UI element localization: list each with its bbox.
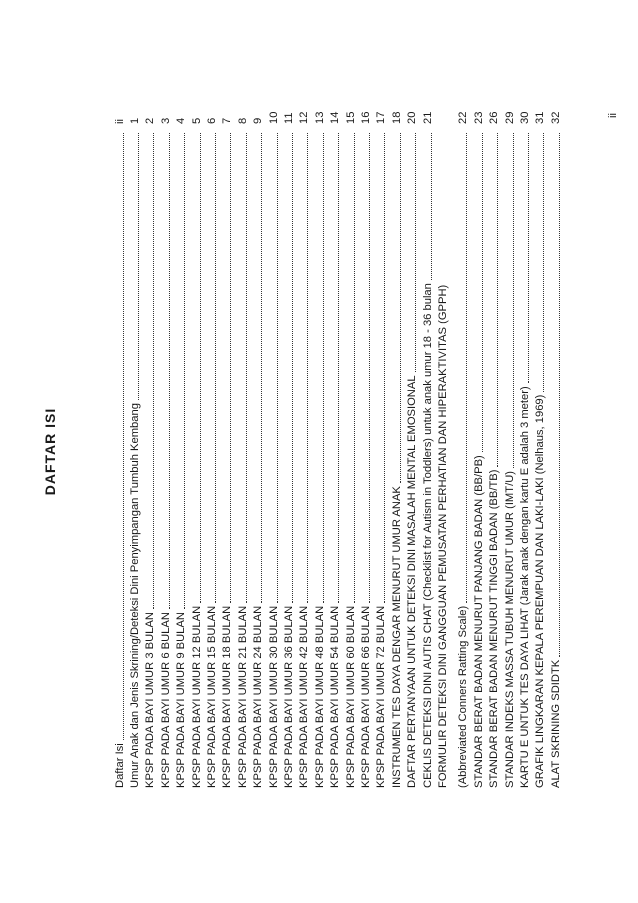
dot-leader bbox=[292, 133, 293, 603]
toc-entry bbox=[485, 88, 501, 788]
dot-leader bbox=[261, 133, 262, 603]
toc-entry-label: KPSP PADA BAYI UMUR 54 BULAN bbox=[329, 605, 342, 788]
toc-entry-page: 18 bbox=[390, 111, 403, 124]
toc-entry-label: STANDAR BERAT BADAN MENURUT TINGGI BADAN (BB/TB) bbox=[488, 469, 501, 788]
toc-entry-page: 15 bbox=[344, 111, 357, 124]
toc-entry-label: KARTU E UNTUK TES DAYA LIHAT (Jarak anak dengan kartu E adalah 3 meter) bbox=[519, 386, 531, 788]
toc-entry bbox=[280, 88, 296, 788]
dot-leader bbox=[431, 133, 432, 280]
toc-entry bbox=[188, 88, 204, 788]
dot-leader bbox=[277, 133, 278, 603]
toc-entry-page: 20 bbox=[406, 111, 419, 124]
toc-entry bbox=[218, 88, 234, 788]
dot-leader bbox=[354, 133, 355, 603]
toc-entry bbox=[203, 88, 219, 788]
dot-leader bbox=[153, 133, 154, 609]
toc-entry-page: 21 bbox=[421, 111, 434, 124]
toc-entry-page: 12 bbox=[298, 111, 311, 124]
toc-entry-page: 32 bbox=[549, 111, 562, 124]
toc-entry-page: 30 bbox=[519, 111, 531, 124]
toc-entry-page: 22 bbox=[457, 111, 470, 124]
toc-entry bbox=[372, 88, 388, 788]
toc-entry-page: 26 bbox=[488, 111, 501, 124]
toc-entry-page: 2 bbox=[144, 117, 157, 124]
toc-entry bbox=[311, 88, 327, 788]
toc-entry bbox=[516, 88, 532, 788]
dot-leader bbox=[543, 133, 544, 392]
toc-entry-label: GRAFIK LINGKARAN KEPALA PEREMPUAN DAN LAKI-LAKI (Nelhaus, 1969) bbox=[534, 394, 547, 788]
page-title: DAFTAR ISI bbox=[42, 407, 58, 496]
toc-entry-page: 16 bbox=[359, 111, 372, 124]
toc-entry bbox=[454, 88, 470, 788]
toc-entry-page: 8 bbox=[236, 117, 249, 124]
toc-entry-label: KPSP PADA BAYI UMUR 18 BULAN bbox=[221, 605, 234, 788]
dot-leader bbox=[200, 133, 201, 603]
dot-leader bbox=[528, 133, 529, 383]
toc-entry bbox=[172, 88, 188, 788]
toc-entry-label: CEKLIS DETEKSI DINI AUTIS CHAT (Checklist for Autism in Toddlers) untuk anak umur 18 - 36 bulan bbox=[421, 283, 434, 788]
toc-entry-label: STANDAR INDEKS MASSA TUBUH MENURUT UMUR (IMT/U) bbox=[503, 471, 516, 788]
toc-entry bbox=[295, 88, 311, 788]
toc-entry bbox=[403, 88, 419, 788]
toc-entry-page: 9 bbox=[252, 117, 265, 124]
toc-entry-page: 17 bbox=[375, 111, 388, 124]
dot-leader bbox=[184, 133, 185, 609]
toc-entry-page: 4 bbox=[175, 117, 188, 124]
toc-entry-label: KPSP PADA BAYI UMUR 60 BULAN bbox=[344, 605, 357, 788]
toc-entry-page: 23 bbox=[472, 111, 485, 124]
toc-entry-label: KPSP PADA BAYI UMUR 36 BULAN bbox=[282, 605, 295, 788]
toc-entry bbox=[249, 88, 265, 788]
toc-entry bbox=[111, 88, 127, 788]
toc-entry-page: 6 bbox=[205, 117, 218, 124]
dot-leader bbox=[246, 133, 247, 603]
toc-entry-page: 1 bbox=[128, 117, 141, 124]
dot-leader bbox=[230, 133, 231, 603]
toc-entry bbox=[265, 88, 281, 788]
toc-entry-label: KPSP PADA BAYI UMUR 72 BULAN bbox=[375, 605, 388, 788]
dot-leader bbox=[482, 133, 483, 452]
dot-leader bbox=[307, 133, 308, 603]
toc-entry-page: 13 bbox=[313, 111, 326, 124]
toc-entry-page: 7 bbox=[221, 117, 234, 124]
toc-entry-page: ii bbox=[113, 119, 126, 124]
toc-entry-page: 10 bbox=[267, 111, 280, 124]
dot-leader bbox=[323, 133, 324, 603]
toc-entry bbox=[470, 88, 486, 788]
toc-entry-label: KPSP PADA BAYI UMUR 9 BULAN bbox=[175, 612, 188, 788]
toc-entry-label: STANDAR BERAT BADAN MENURUT PANJANG BADAN (BB/PB) bbox=[472, 455, 485, 788]
toc-entry bbox=[126, 88, 142, 788]
dot-leader bbox=[169, 133, 170, 609]
toc-entry-label: KPSP PADA BAYI UMUR 3 BULAN bbox=[144, 612, 157, 788]
toc-entry-label: KPSP PADA BAYI UMUR 30 BULAN bbox=[267, 605, 280, 788]
toc-entry-label: ALAT SKRINING SDIDTK bbox=[549, 659, 562, 788]
dot-leader bbox=[338, 133, 339, 603]
page-number: ii bbox=[607, 113, 619, 118]
dot-leader bbox=[497, 133, 498, 467]
toc-entry-label: (Abbreviated Conners Ratting Scale) bbox=[457, 605, 470, 788]
dot-leader bbox=[384, 133, 385, 603]
toc-entry-label: DAFTAR PERTANYAAN UNTUK DETEKSI DINI MASALAH MENTAL EMOSIONAL bbox=[406, 375, 419, 788]
toc-entry bbox=[342, 88, 358, 788]
toc-entry bbox=[501, 88, 517, 788]
toc-entry-page: 11 bbox=[282, 112, 295, 124]
dot-leader bbox=[466, 133, 467, 603]
toc-entry-label: KPSP PADA BAYI UMUR 42 BULAN bbox=[298, 605, 311, 788]
toc-entry-label: Daftar Isi bbox=[113, 743, 126, 788]
toc-entry bbox=[141, 88, 157, 788]
toc-entry-label: KPSP PADA BAYI UMUR 66 BULAN bbox=[359, 605, 372, 788]
toc-entry bbox=[326, 88, 342, 788]
toc-entry bbox=[419, 88, 435, 788]
toc-entry-label: KPSP PADA BAYI UMUR 24 BULAN bbox=[252, 605, 265, 788]
toc-entry bbox=[157, 88, 173, 788]
dot-leader bbox=[559, 133, 560, 657]
toc-entry-label: KPSP PADA BAYI UMUR 21 BULAN bbox=[236, 605, 249, 788]
toc-entry bbox=[234, 88, 250, 788]
toc-entry-page: 5 bbox=[190, 117, 203, 124]
toc-entry-label: FORMULIR DETEKSI DINI GANGGUAN PEMUSATAN PERHATIAN DAN HIPERAKTIVITAS (GPPH) bbox=[436, 284, 449, 788]
dot-leader bbox=[400, 133, 401, 483]
toc-entry-page: 29 bbox=[503, 111, 516, 124]
toc-entry-page: 31 bbox=[534, 111, 547, 124]
dot-leader bbox=[415, 133, 416, 372]
toc-entry bbox=[388, 88, 404, 788]
toc-entry bbox=[434, 88, 450, 788]
toc-entry-label: KPSP PADA BAYI UMUR 12 BULAN bbox=[190, 605, 203, 788]
toc-entry bbox=[357, 88, 373, 788]
toc-entry-label: KPSP PADA BAYI UMUR 6 BULAN bbox=[159, 612, 172, 788]
toc-entry-label: INSTRUMEN TES DAYA DENGAR MENURUT UMUR ANAK bbox=[390, 486, 403, 788]
toc-entry-label: KPSP PADA BAYI UMUR 48 BULAN bbox=[313, 605, 326, 788]
dot-leader bbox=[369, 133, 370, 603]
toc-entry-label: Umur Anak dan Jenis Skrining/Deteksi Dini Penyimpangan Tumbuh Kembang bbox=[128, 403, 141, 788]
toc-entry-page: 3 bbox=[159, 117, 172, 124]
dot-leader bbox=[123, 133, 124, 740]
toc-entry bbox=[547, 88, 563, 788]
toc-entry-page: 14 bbox=[329, 111, 342, 124]
toc-entry bbox=[531, 88, 547, 788]
dot-leader bbox=[513, 133, 514, 468]
dot-leader bbox=[138, 133, 139, 400]
toc-entry-label: KPSP PADA BAYI UMUR 15 BULAN bbox=[205, 605, 218, 788]
dot-leader bbox=[215, 133, 216, 603]
